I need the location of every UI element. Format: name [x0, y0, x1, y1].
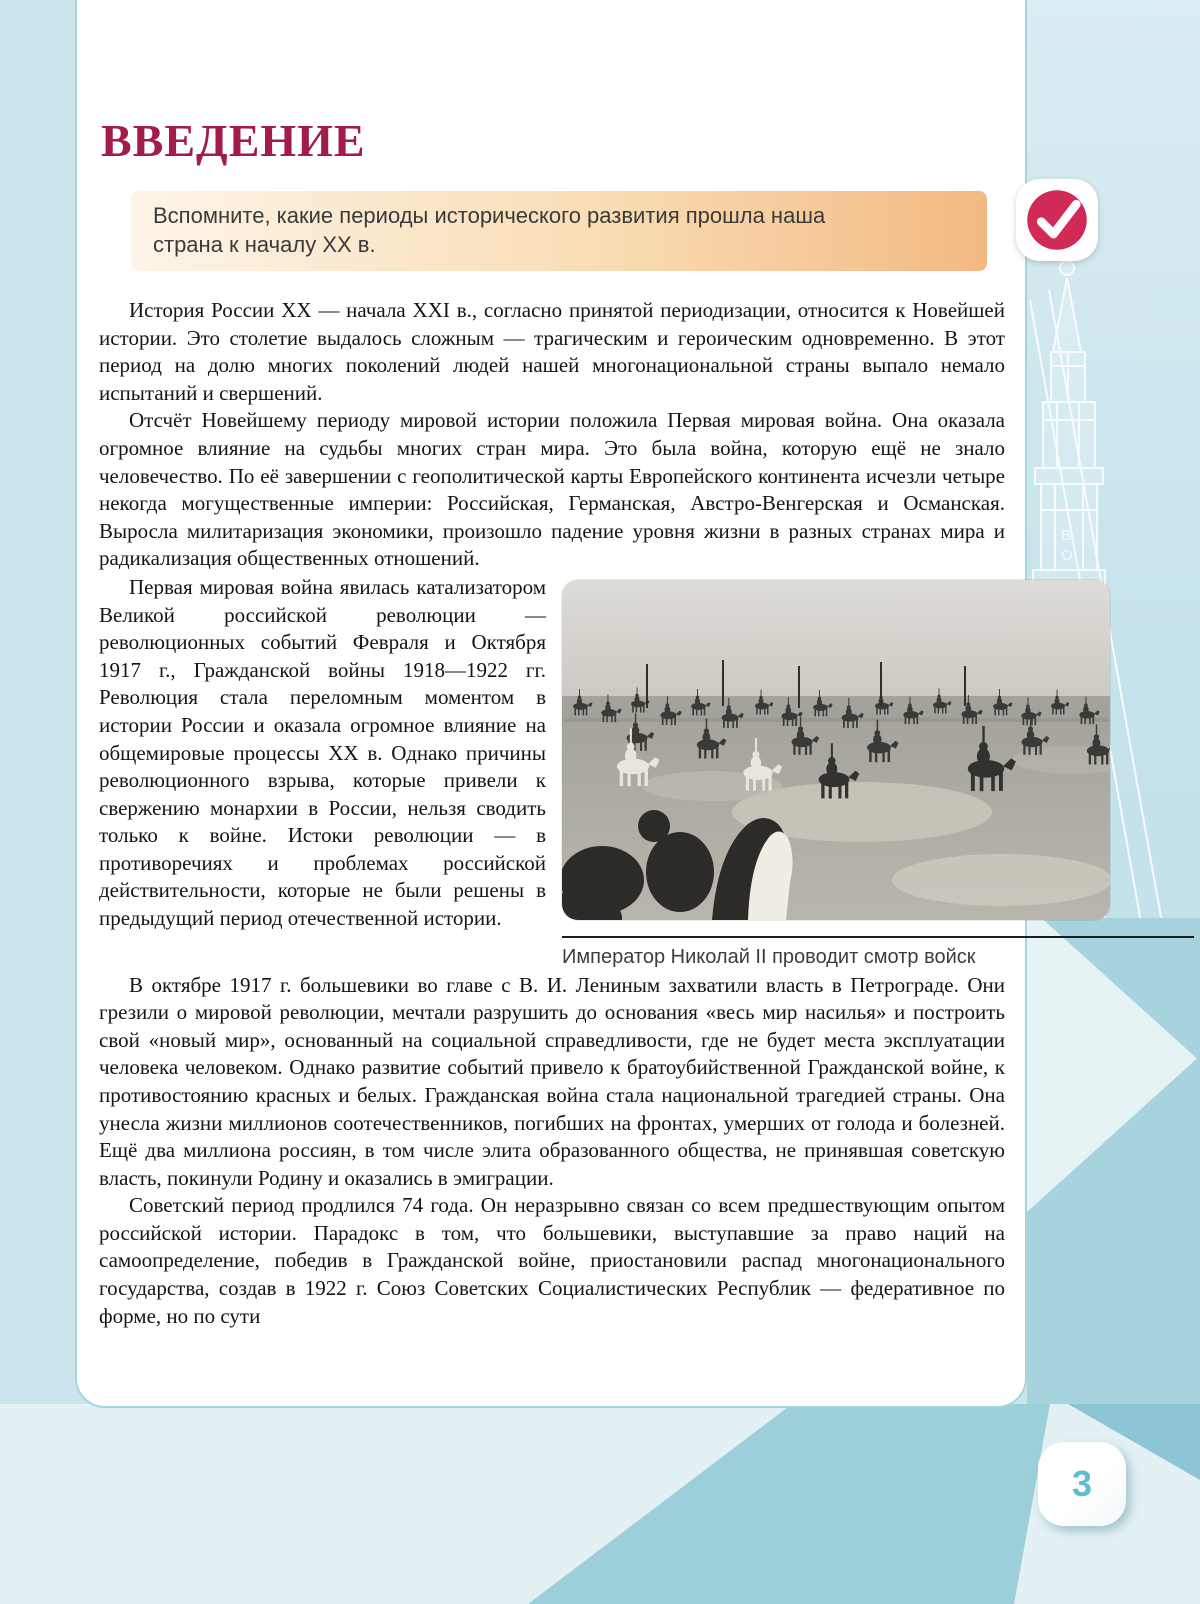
- diagonal-band: [0, 1404, 1200, 1604]
- paragraph-1: История России XX — начала XXI в., согласно принятой периодизации, относится к Новейшей истории. Это столетие выдалось сложным — трагическим и героическим одновременно. В этот период на долю многих поколений людей нашей многонациональной страны выпало немало испытаний и свершений.: [99, 298, 1005, 405]
- page-number: 3: [1071, 1463, 1093, 1504]
- bottom-band-decoration: [0, 1404, 1200, 1604]
- recall-question-text: Вспомните, какие периоды исторического развития прошла наша страна к началу XX в.: [153, 203, 826, 257]
- paragraph-2: Отсчёт Новейшему периоду мировой истории положила Первая мировая война. Она оказала огромное влияние на судьбы многих стран мира. Это была война, которую ещё не знало человечество. По её завершении с геополитической карты Европейского континента исчезли четыре некогда могущественные империи: Российская, Германская, Австро-Венгерская и Османская. Выросла милитаризация экономики, произошло падение уровня жизни в разных странах мира и радикализация общественных отношений.: [99, 408, 1005, 571]
- paragraph-5: Советский период продлился 74 года. Он неразрывно связан со всем предшествующим опытом российской истории. Парадокс в том, что большевики, выступавшие за право наций на самоопределение, победив в Гражданской войне, приостановили распад многонационального государства, создав в 1922 г. Союз Советских Социалистических Республик — федеративное по форме, но по сути: [99, 1193, 1005, 1328]
- checkmark-icon: [1016, 179, 1098, 261]
- photo-caption: Император Николай II проводит смотр войск: [562, 945, 976, 968]
- photo-figure: [562, 580, 1194, 972]
- svg-text:В: В: [1061, 527, 1072, 544]
- svg-text:О: О: [1061, 547, 1073, 564]
- photo-nicholas-ii-troop-review: [562, 580, 1110, 920]
- body-text: [99, 297, 1005, 1330]
- paragraph-3: Первая мировая война явилась катализатором Великой российской революции — революционных событий Февраля и Октября 1917 г., Гражданской войны 1918—1922 гг. Революция стала переломным моментом в истории России и оказала огромное влияние на общемировые процессы XX в. Однако причины революционного взрыва, которые привели к свержению монархии в России, нельзя сводить только к войне. Истоки революции — в противоречиях и проблемах российской действительности, которые не были решены в предыдущий период отечественной истории.: [99, 574, 546, 931]
- page-number-badge: [1038, 1442, 1126, 1526]
- page-title: ВВЕДЕНИЕ: [101, 115, 366, 166]
- caption-divider: [562, 936, 1194, 938]
- paragraph-4: В октябре 1917 г. большевики во главе с В. И. Лениным захватили власть в Петрограде. Они грезили о мировой революции, мечтали разрушить до основания «весь мир насилья» и построить свой «новый мир», основанный на социальной справедливости, где не будет места эксплуатации человека человеком. Однако развитие событий привело к братоубийственной Гражданской войне, к противостоянию красных и белых. Гражданская война стала национальной трагедией страны. Она унесла жизни миллионов соотечественников, погибших на фронтах, умерших от голода и болезней. Ещё два миллиона россиян, в том числе элита образованного общества, не принявшая советскую власть, покинули Родину и оказались в эмиграции.: [99, 972, 1005, 1190]
- recall-question-box: [131, 191, 987, 271]
- textbook-page: [75, 0, 1027, 1408]
